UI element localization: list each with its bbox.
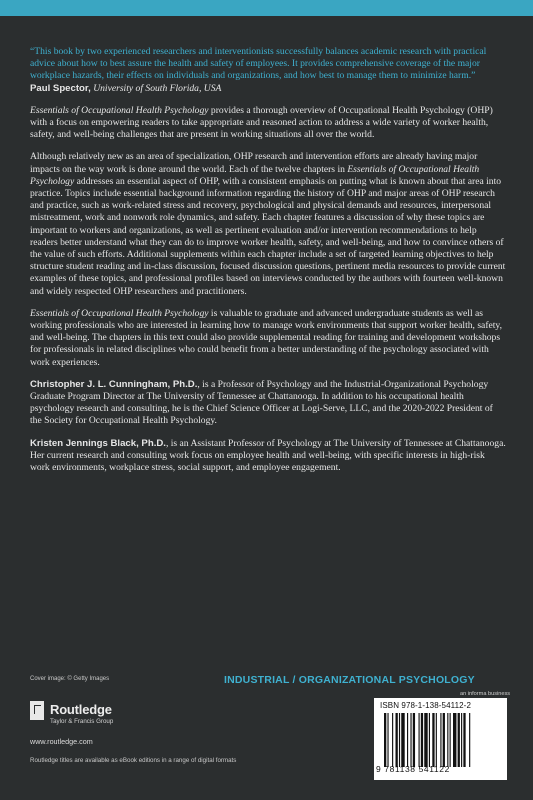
ebook-availability-note: Routledge titles are available as eBook editions in a range of digital formats bbox=[30, 757, 237, 764]
isbn-barcode-box bbox=[374, 698, 507, 780]
description-paragraph-1: Essentials of Occupational Health Psychology provides a thorough overview of Occupational Health Psychology (OHP) with a focus on empowering readers to take appropriate and reasoned action to address a wide variety of worker health, safety, and well-being challenges that are present in working situations all over the world. bbox=[30, 104, 493, 141]
routledge-logo-icon bbox=[30, 701, 44, 720]
author-name-1: Christopher J. L. Cunningham, Ph.D. bbox=[30, 378, 198, 390]
publisher-group: Taylor & Francis Group bbox=[50, 718, 114, 725]
isbn-number: ISBN 978-1-138-54112-2 bbox=[380, 701, 471, 710]
author-bio-2: Kristen Jennings Black, Ph.D., is an Assistant Professor of Psychology at The University of Tennessee at Chattanooga. Her current research and consulting work focus on employee health and well-being, with specific interests in high-risk work environments, workplace stress, social support, and employee engagement. bbox=[30, 437, 506, 474]
cover-text-block bbox=[30, 46, 506, 484]
author-name-2: Kristen Jennings Black, Ph.D. bbox=[30, 437, 166, 449]
informa-tagline: an informa business bbox=[460, 691, 511, 697]
book-title-italic: Essentials of Occupational Health Psychology bbox=[30, 307, 209, 319]
endorser-name: Paul Spector, bbox=[30, 82, 91, 94]
endorsement-quote: “This book by two experienced researchers and interventionists successfully balances academic research with practical advice about how to best assure the health and safety of employees. It provides comprehensive coverage of the major workplace hazards, their effects on individuals and organizations, and how best to manage them to minimize harm.” bbox=[30, 46, 487, 82]
description-paragraph-2: Although relatively new as an area of specialization, OHP research and intervention efforts are already having major impacts on the way work is done around the world. Each of the twelve chapters in Essentials of Occupational Health Psychology addresses an essential aspect of OHP, with a consistent emphasis on putting what is known about that area into practice. Topics include essential background information regarding the history of OHP and major areas of OHP research and practice, such as work-related stress and recovery, psychological and physical demands and resources, interpersonal mistreatment, work and nonwork role dynamics, and safety. Each chapter features a discussion of why these topics are important to workers and organizations, as well as pertinent evaluation and/or intervention recommendations to help readers better understand what they can do to improve worker health, safety, and well-being, and how to convince others of the value of such efforts. Additional supplements within each chapter include a set of targeted learning objectives to help structure student reading and in-class discussion, focused discussion questions, pertinent media resources to provide current examples of these topics, and professional profiles based on interviews conducted by the authors with fourteen well-known and widely respected OHP researchers and practitioners. bbox=[30, 151, 506, 297]
publisher-website: www.routledge.com bbox=[30, 737, 93, 746]
publisher-name: Routledge bbox=[50, 702, 112, 717]
barcode-digits: 9 781138 541122 bbox=[376, 764, 450, 774]
cover-image-credit: Cover image: © Getty Images bbox=[30, 676, 110, 682]
description-paragraph-3: Essentials of Occupational Health Psychology is valuable to graduate and advanced undergraduate students as well as working professionals who are interested in learning how to manage work environments that support worker health, safety, and well-being. The chapters in this text could also provide supplemental reading for training and development workshops for professionals in related disciplines who could benefit from a better understanding of the psychology associated with work experiences. bbox=[30, 307, 503, 368]
endorser-affiliation: University of South Florida, USA bbox=[93, 82, 222, 94]
barcode-icon bbox=[384, 713, 497, 767]
subject-category: INDUSTRIAL / ORGANIZATIONAL PSYCHOLOGY bbox=[224, 674, 475, 686]
endorsement-author bbox=[30, 83, 506, 95]
top-accent-bar bbox=[0, 0, 533, 16]
author-bio-1: Christopher J. L. Cunningham, Ph.D., is a Professor of Psychology and the Industrial-Organizational Psychology Graduate Program Director at The University of Tennessee at Chattanooga. In addition to his occupational health psychology research and consulting, he is the Chief Science Officer at Logi-Serve, LLC, and the 2020-2022 President of the Society for Occupational Health Psychology. bbox=[30, 378, 493, 427]
book-title-italic: Essentials of Occupational Health Psychology bbox=[30, 104, 209, 116]
book-title-italic: Essentials of Occupational Health Psychology bbox=[30, 163, 480, 187]
